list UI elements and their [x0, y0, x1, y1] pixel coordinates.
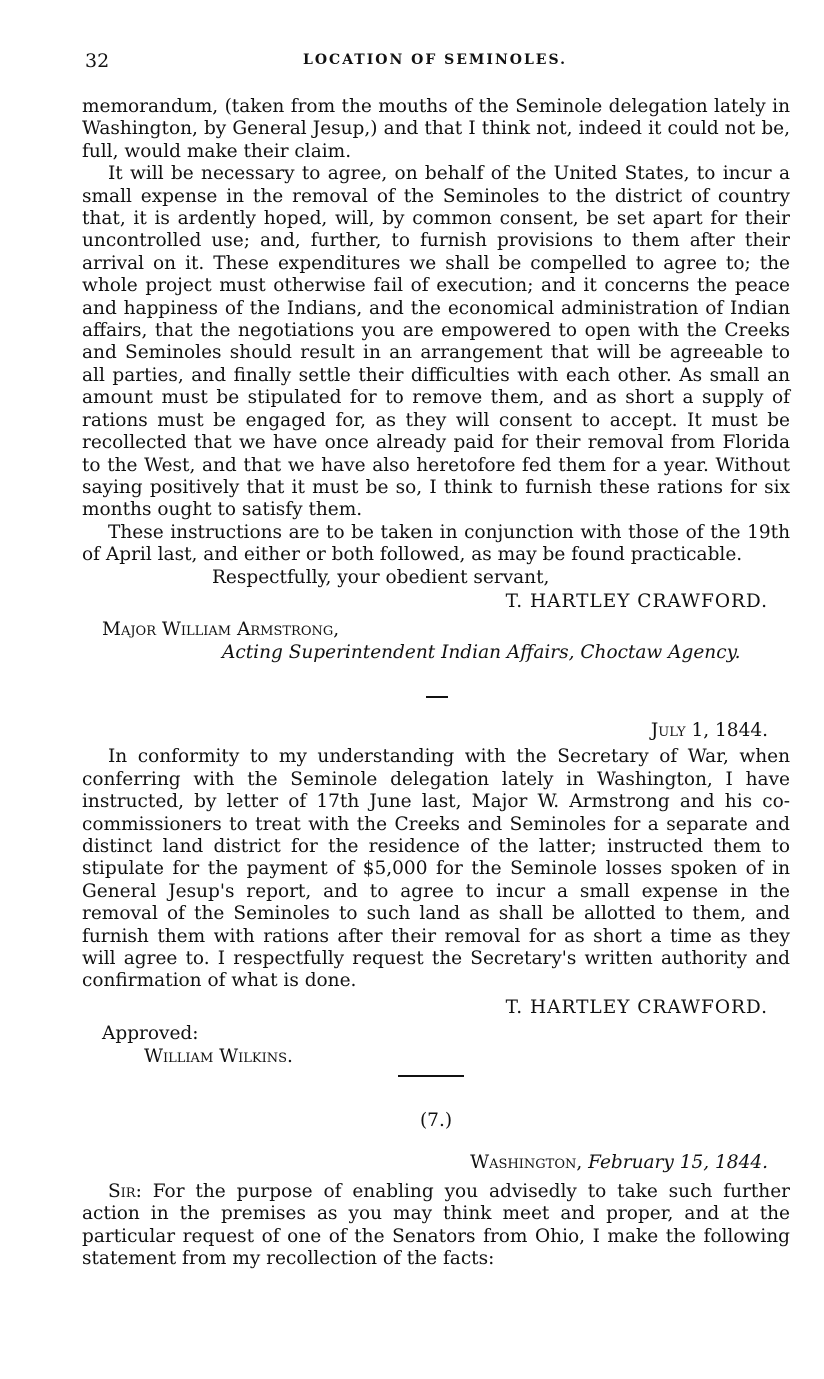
approver-name: William Wilkins. [144, 1045, 293, 1067]
paragraph-expenses: It will be necessary to agree, on behalf of the United States, to incur a small expense in the removal of the Seminoles to the district of country that, it is ardently hoped, will, by common consent, be set apart for their uncontrolled use; and, further, to furnish provisions to them after their arrival on it. These expenditures we shall be compelled to agree to; the whole project must otherwise fail of execution; and it concerns the peace and happiness of the Indians, and the economical administration of Indian affairs, that the negotiations you are empowered to open with the Creeks and Seminoles should result in an arrangement that will be agreeable to all parties, and finally settle their difficulties with each other. As small an amount must be stipulated for to remove them, and as short a supply of rations must be engaged for, as they will consent to accept. It must be recollected that we have once already paid for their removal from Florida to the West, and that we have also heretofore fed them for a year. Without saying positively that it must be so, I think to furnish these rations for six months ought to satisfy them. [82, 163, 790, 521]
dateline-place: Washington, [470, 1152, 583, 1174]
closing-line: Respectfully, your obedient servant, [212, 566, 550, 588]
letter-section-1 [82, 96, 790, 664]
paragraph-purpose [82, 1181, 790, 1271]
page-number: 32 [85, 50, 110, 72]
salutation: Sir: [108, 1180, 142, 1202]
letter-section-2 [82, 720, 790, 1068]
page-header [85, 50, 785, 76]
dateline-date: February 15, 1844. [588, 1152, 768, 1174]
running-title: LOCATION OF SEMINOLES. [303, 52, 567, 68]
date-line: July 1, 1844. [650, 720, 768, 741]
section-divider [398, 1075, 464, 1077]
section-divider-short [426, 696, 448, 698]
paragraph-continued: memorandum, (taken from the mouths of the Seminole delegation lately in Washington, by General Jesup,) and that I think not, indeed it could not be, full, would make their claim. [82, 96, 790, 162]
paragraph-conformity: In conformity to my understanding with the Secretary of War, when conferring with the Seminole delegation lately in Washington, I have instructed, by letter of 17th June last, Major W. Armstrong and his co-commissioners to treat with the Creeks and Seminoles for a separate and distinct land district for the residence of the latter; instructed them to stipulate for the payment of $5,000 for the Seminole losses spoken of in General Jesup's report, and to agree to incur a small expense in the removal of the Seminoles to such land as shall be allotted to them, and furnish them with rations after their removal for as short a time as they will agree to. I respectfully request the Secretary's written authority and confirmation of what is done. [82, 746, 790, 992]
signature: T. HARTLEY CRAWFORD. [505, 996, 768, 1018]
recipient-title: Acting Superintendent Indian Affairs, Choctaw Agency. [222, 641, 741, 663]
letter-section-3 [82, 1110, 790, 1270]
signature: T. HARTLEY CRAWFORD. [505, 590, 768, 612]
paragraph-purpose-text: For the purpose of enabling you advisedly to take such further action in the premises as you may think meet and proper, and at the particular request of one of the Senators from Ohio, I make the following statement from my recollection of the facts: [82, 1180, 790, 1270]
recipient-name: Major William Armstrong, [102, 619, 340, 641]
document-number: (7.) [419, 1110, 453, 1131]
dateline [82, 1152, 790, 1174]
approved-label: Approved: [102, 1023, 199, 1045]
paragraph-instructions: These instructions are to be taken in conjunction with those of the 19th of April last, and either or both followed, as may be found practicable. [82, 521, 790, 566]
